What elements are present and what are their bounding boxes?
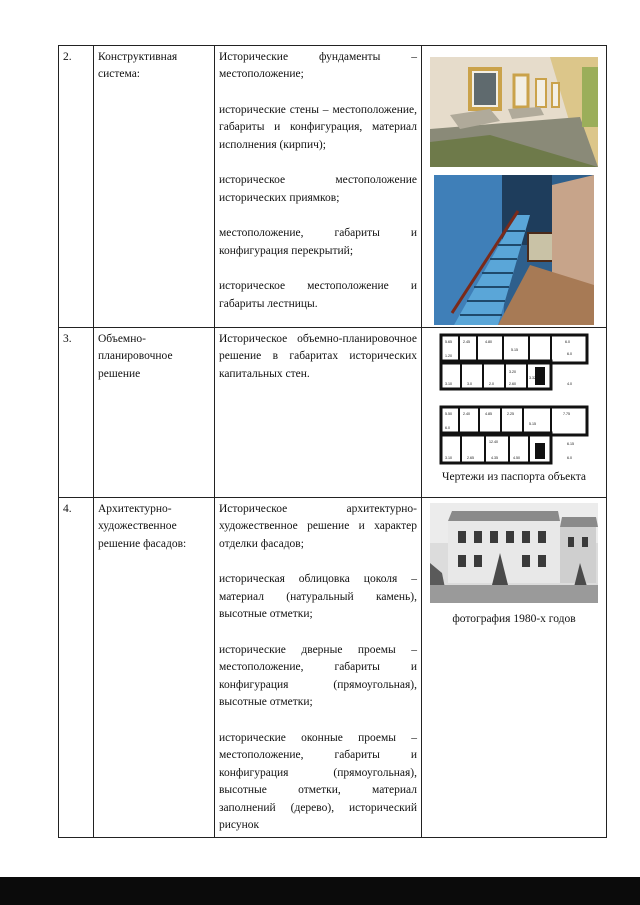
table-row	[59, 46, 607, 328]
plan-label: 4.50	[513, 456, 520, 460]
table-row	[59, 498, 607, 838]
historic-facade-photo	[430, 503, 598, 603]
description-paragraph: Историческое архитектурно-художественное решение и характер отделки фасадов;	[219, 503, 417, 550]
description-paragraph: исторические стены – местоположение, габариты и конфигурация, материал исполнения (кирпич);	[219, 103, 417, 151]
plan-label: 6.0	[567, 352, 572, 356]
plan-label: 6.0	[565, 340, 570, 344]
image-caption: Чертежи из паспорта объекта	[442, 471, 586, 483]
plan-label: 4.0	[567, 382, 572, 386]
plan-label: 2.45	[463, 340, 470, 344]
plan-label: 2.60	[509, 382, 516, 386]
row-title: Архитектурно-художественное решение фасадов:	[94, 498, 215, 838]
row-title: Объемно-планировочное решение	[94, 328, 215, 498]
plan-label: 2.0	[489, 382, 494, 386]
plan-label: 6.15	[567, 442, 574, 446]
row-description	[215, 328, 422, 498]
plan-label: 5.15	[511, 348, 518, 352]
plan-label: 4.35	[491, 456, 498, 460]
description-paragraph: Исторические фундаменты – местоположение;	[219, 51, 417, 81]
floor-plan-1	[439, 333, 589, 391]
plan-label: 3.10	[445, 456, 452, 460]
plan-label: 6.0	[567, 456, 572, 460]
description-paragraph: историческое местоположение исторических приямков;	[219, 174, 417, 204]
heritage-table	[58, 45, 607, 838]
description-paragraph: местоположение, габариты и конфигурация перекрытий;	[219, 227, 417, 257]
facade-corner-photo	[430, 57, 598, 167]
row-number: 4.	[59, 498, 94, 838]
plan-label: 2.40	[463, 412, 470, 416]
description-paragraph: историческое местоположение и габариты лестницы.	[219, 280, 417, 310]
staircase-photo	[434, 175, 594, 325]
description-paragraph: Историческое объемно-планировочное решение в габаритах исторических капитальных стен.	[219, 333, 417, 380]
plan-label: 3.10	[445, 382, 452, 386]
floor-plan-2	[439, 405, 589, 465]
plan-label: 12.40	[489, 440, 498, 444]
plan-label: 2.25	[507, 412, 514, 416]
plan-label: 5.15	[529, 422, 536, 426]
plan-label: 5.65	[445, 340, 452, 344]
row-description	[215, 46, 422, 328]
plan-label: 1.20	[445, 354, 452, 358]
row-images	[422, 328, 607, 498]
row-title: Конструктивная система:	[94, 46, 215, 328]
plan-label: 3.32	[529, 376, 536, 380]
plan-label: 4.85	[485, 412, 492, 416]
plan-label: 5.50	[445, 412, 452, 416]
row-number: 3.	[59, 328, 94, 498]
row-number: 2.	[59, 46, 94, 328]
table-row	[59, 328, 607, 498]
plan-label: 6.0	[445, 426, 450, 430]
row-description	[215, 498, 422, 838]
description-paragraph: историческая облицовка цоколя – материал (натуральный камень), высотные отметки;	[219, 573, 417, 621]
row-images	[422, 498, 607, 838]
plan-label: 3.20	[509, 370, 516, 374]
plan-label: 2.65	[467, 456, 474, 460]
row-images	[422, 46, 607, 328]
description-paragraph: исторические дверные проемы – местоположение, габариты и конфигурация (прямоугольная), высотные отметки;	[219, 643, 417, 709]
plan-label: 4.80	[485, 340, 492, 344]
plan-label: 3.0	[467, 382, 472, 386]
scan-border	[0, 877, 640, 905]
description-paragraph: исторические оконные проемы – местоположение, габариты и конфигурация (прямоугольная), высотные отметки, материал заполнений (дерево), исторический рисунок	[219, 731, 417, 832]
plan-label: 7.75	[563, 412, 570, 416]
image-caption: фотография 1980-х годов	[452, 613, 576, 625]
